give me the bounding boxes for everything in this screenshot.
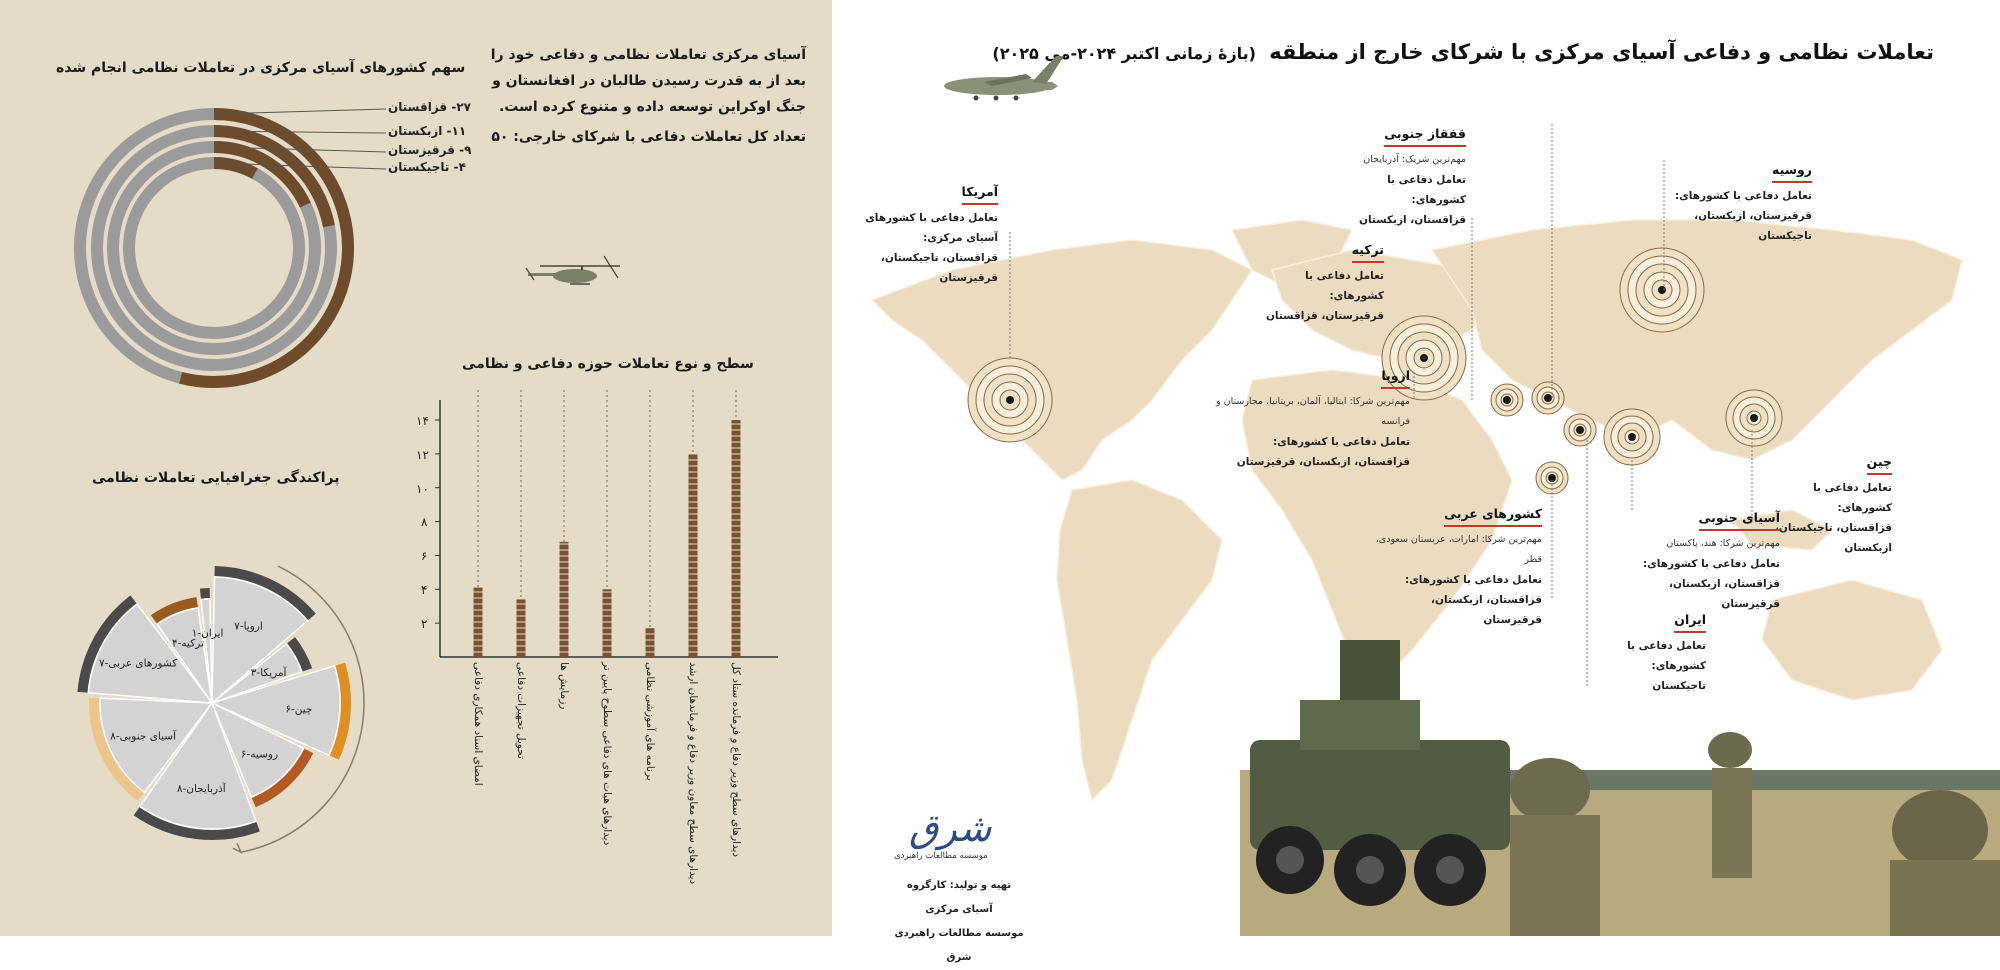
bar-label-7: امضای اسناد همکاری دفاعی bbox=[472, 662, 484, 786]
intro-text: آسیای مرکزی تعاملات نظامی و دفاعی خود را بعد از به قدرت رسیدن طالبان در افغانستان و جنگ اوکراین توسعه داده و متنوع کرده است. bbox=[490, 47, 806, 115]
callout-arab-countries-partner: مهم‌ترین شرکا: امارات، عربستان سعودی، قطر bbox=[1375, 534, 1542, 565]
bar-label-2: دیدارهای سطح معاون وزیر دفاع و فرماندهان ارشد bbox=[687, 662, 699, 885]
pie-rim-ایران bbox=[200, 593, 209, 594]
radial-chart-title: سهم کشورهای آسیای مرکزی در تعاملات نظامی انجام شده bbox=[56, 60, 466, 76]
hotspot-center-south-asia bbox=[1628, 433, 1636, 441]
callout-south-caucasus-line1: تعامل دفاعی با کشورهای: bbox=[1387, 174, 1466, 206]
callout-iran-line1: تعامل دفاعی با کشورهای: bbox=[1627, 640, 1706, 672]
ring-label-uzbekistan: ۱۱- ازبکستان bbox=[388, 124, 467, 138]
hotspot-center-russia bbox=[1658, 286, 1666, 294]
pie-chart-title: پراکندگی جغرافیایی تعاملات نظامی bbox=[92, 470, 340, 486]
callout-south-caucasus-name: قفقاز جنوبی bbox=[1384, 124, 1466, 147]
hotspot-center-iran bbox=[1576, 426, 1584, 434]
callout-arab-countries-line2: قزاقستان، ازبکستان، قرقیزستان bbox=[1431, 594, 1542, 626]
callout-usa bbox=[848, 182, 998, 288]
pie-label-ایران: ایران-۱ bbox=[191, 627, 224, 640]
pie-label-کشورهای عربی: کشورهای عربی-۷ bbox=[98, 657, 178, 670]
hotspot-center-china bbox=[1750, 414, 1758, 422]
pie-label-چین: چین-۶ bbox=[285, 703, 313, 716]
callout-china-line2: قزاقستان، تاجیکستان، ازبکستان bbox=[1774, 522, 1892, 554]
callout-turkey-line1: تعامل دفاعی با کشورهای: bbox=[1305, 270, 1384, 302]
institute-logo: شرق bbox=[909, 806, 992, 850]
pie-label-روسیه: روسیه-۶ bbox=[240, 748, 279, 761]
callout-south-caucasus bbox=[1336, 124, 1466, 230]
pie-chart bbox=[0, 0, 832, 936]
callout-turkey-line2: قرقیزستان، قزاقستان bbox=[1265, 310, 1384, 322]
callout-russia-line1: تعامل دفاعی با کشورهای: bbox=[1674, 190, 1812, 202]
callout-europe-line2: قزاقستان، ازبکستان، قرقیزستان bbox=[1236, 456, 1410, 468]
callout-china bbox=[1762, 452, 1892, 558]
hotspot-center-caucasus-2 bbox=[1544, 394, 1552, 402]
military-photo bbox=[1240, 620, 2000, 936]
callout-russia bbox=[1662, 160, 1812, 246]
ytick-14: ۱۴ bbox=[416, 414, 429, 428]
pie-label-آسیای جنوبی: آسیای جنوبی-۸ bbox=[110, 730, 177, 743]
map-title-period: (بازهٔ زمانی اکتبر ۲۰۲۴-می ۲۰۲۵) bbox=[992, 44, 1256, 63]
callout-turkey-name: ترکیه bbox=[1352, 240, 1384, 263]
bar-label-1: دیدارهای سطح وزیر دفاع و فرمانده ستاد کل bbox=[730, 662, 742, 858]
callout-iran-name: ایران bbox=[1674, 610, 1706, 633]
ytick-10: ۱۰ bbox=[416, 482, 429, 496]
credits-line1: تهیه و تولید: کارگروه آسیای مرکزی bbox=[906, 880, 1012, 915]
callout-iran-line2: تاجیکستان bbox=[1652, 680, 1706, 692]
callout-europe-line1: تعامل دفاعی با کشورهای: bbox=[1272, 436, 1410, 448]
ring-label-kyrgyzstan: ۹- قرقیزستان bbox=[388, 143, 472, 157]
pie-flow-arrowhead bbox=[233, 843, 241, 852]
hotspot-center-caucasus-1 bbox=[1503, 396, 1511, 404]
callout-europe-partner: مهم‌ترین شرکا: ایتالیا، آلمان، بریتانیا، مجارستان و فرانسه bbox=[1216, 396, 1410, 427]
hotspot-center-europe bbox=[1420, 354, 1428, 362]
bar-label-5: رزمایش ها bbox=[558, 662, 570, 710]
callout-russia-line2: قرقیزستان، ازبکستان، تاجیکستان bbox=[1694, 210, 1812, 242]
map-title-text: تعاملات نظامی و دفاعی آسیای مرکزی با شرکای خارج از منطقه bbox=[1269, 40, 1934, 64]
ytick-8: ۸ bbox=[421, 515, 428, 529]
callout-turkey bbox=[1264, 240, 1384, 326]
callout-europe-name: اروپا bbox=[1381, 366, 1410, 389]
bar-chart-title: سطح و نوع تعاملات حوزه دفاعی و نظامی bbox=[462, 356, 754, 372]
callout-south-caucasus-line2: قزاقستان، ازبکستان bbox=[1359, 214, 1466, 226]
bar-label-4: دیدارهای هیات های دفاعی سطوح پایین تر bbox=[601, 662, 613, 846]
pie-label-ترکیه: ترکیه-۴ bbox=[171, 637, 204, 650]
callout-south-asia-name: آسیای جنوبی bbox=[1699, 508, 1780, 531]
credits bbox=[894, 874, 1024, 970]
armored-vehicle-icon bbox=[1250, 640, 1510, 906]
callout-south-asia-line1: تعامل دفاعی با کشورهای: bbox=[1642, 558, 1780, 570]
ytick-4: ۴ bbox=[421, 583, 428, 597]
callout-south-asia-partner: مهم‌ترین شرکا: هند، پاکستان bbox=[1666, 538, 1780, 549]
callout-usa-line1: تعامل دفاعی با کشورهای آسیای مرکزی: bbox=[865, 212, 998, 244]
pie-label-آمریکا: آمریکا-۳ bbox=[250, 666, 287, 679]
ytick-12: ۱۲ bbox=[416, 448, 429, 462]
bar-label-6: تحویل تجهیزات دفاعی bbox=[515, 662, 527, 759]
right-panel bbox=[832, 0, 2000, 963]
ytick-6: ۶ bbox=[421, 549, 428, 563]
callout-arab-countries bbox=[1372, 504, 1542, 630]
callout-arab-countries-name: کشورهای عربی bbox=[1444, 504, 1542, 527]
ring-label-kazakhstan: ۲۷- قزاقستان bbox=[388, 100, 471, 114]
callout-south-asia-line2: قزاقستان، ازبکستان، قرقیزستان bbox=[1669, 578, 1780, 610]
institute-logo-subtitle: موسسه مطالعات راهبردی bbox=[894, 851, 988, 861]
callout-south-caucasus-partner: مهم‌ترین شریک: آذربایجان bbox=[1363, 154, 1466, 165]
ring-label-tajikistan: ۴- تاجیکستان bbox=[388, 160, 466, 174]
callout-europe bbox=[1210, 366, 1410, 472]
callout-south-asia bbox=[1640, 508, 1780, 614]
hotspot-center-usa bbox=[1006, 396, 1014, 404]
total-interactions: تعداد کل تعاملات دفاعی با شرکای خارجی: ۵۰ bbox=[491, 129, 806, 145]
left-panel bbox=[0, 0, 832, 936]
callout-russia-name: روسیه bbox=[1772, 160, 1812, 183]
credits-line2: موسسه مطالعات راهبردی شرق bbox=[894, 928, 1024, 963]
callout-china-name: چین bbox=[1867, 452, 1892, 475]
callout-china-line1: تعامل دفاعی با کشورهای: bbox=[1813, 482, 1892, 514]
bar-label-3: برنامه های آموزشی نظامی bbox=[644, 662, 656, 781]
ytick-2: ۲ bbox=[421, 617, 428, 631]
callout-arab-countries-line1: تعامل دفاعی با کشورهای: bbox=[1404, 574, 1542, 586]
callout-usa-line2: قزاقستان، تاجیکستان، قرقیزستان bbox=[880, 252, 998, 284]
pie-label-اروپا: اروپا-۷ bbox=[234, 620, 263, 633]
pie-label-آذربایجان: آذربایجان-۸ bbox=[176, 783, 226, 796]
callout-usa-name: آمریکا bbox=[962, 182, 998, 205]
